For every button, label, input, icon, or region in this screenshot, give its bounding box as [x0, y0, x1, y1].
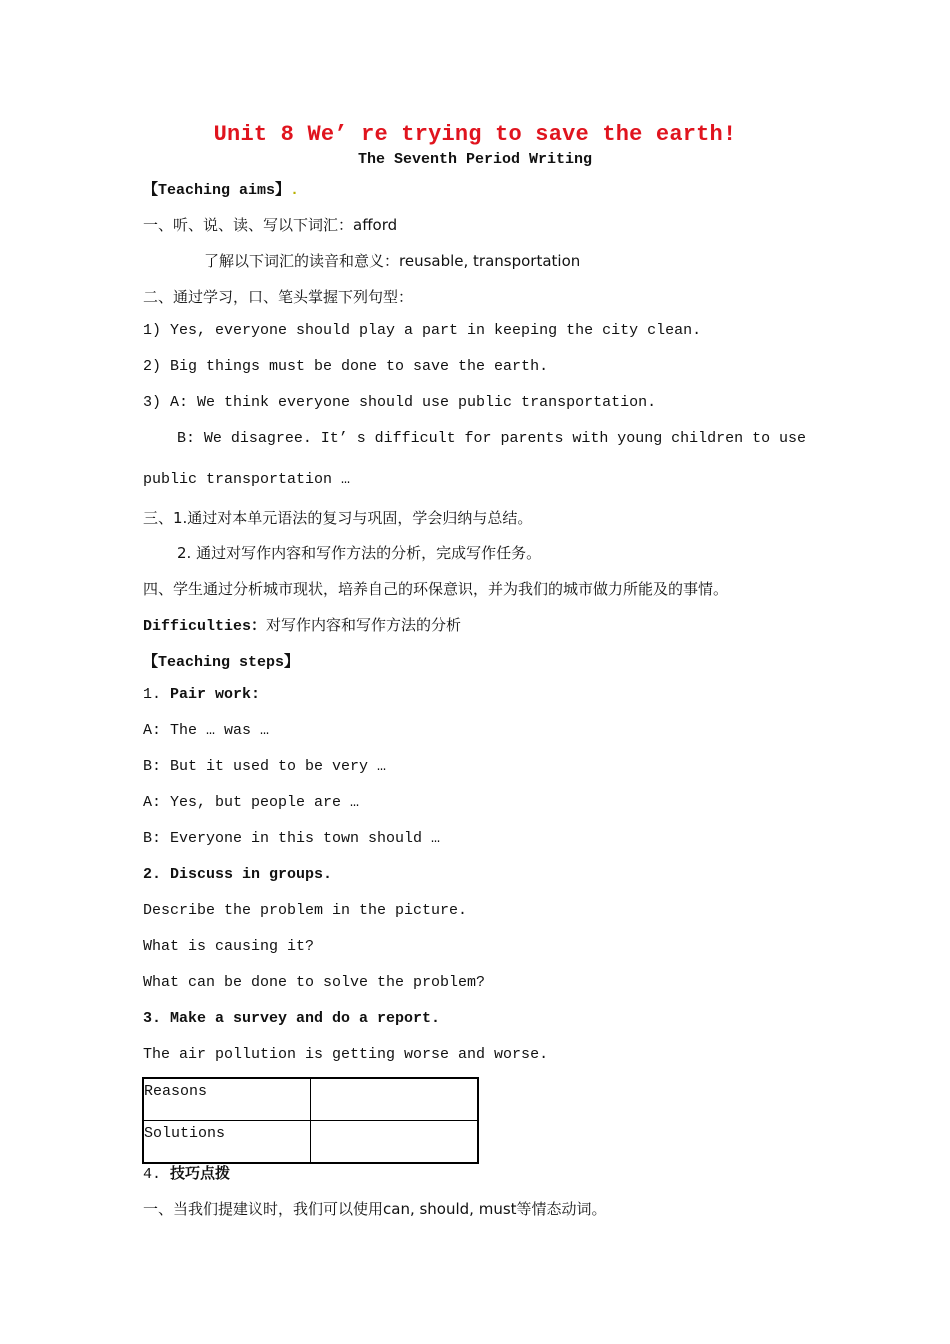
aim-item-3: 三、1.通过对本单元语法的复习与巩固，学会归纳与总结。	[143, 509, 533, 527]
aim-item-1b: 了解以下词汇的读音和意义：reusable, transportation	[204, 252, 581, 270]
word: for	[464, 430, 492, 447]
question-line: Describe the problem in the picture.	[143, 902, 468, 919]
word: young	[617, 430, 663, 447]
reasons-value-cell[interactable]	[311, 1078, 479, 1121]
survey-table	[142, 1077, 479, 1164]
document-subtitle: The Seventh Period Writing	[357, 151, 593, 168]
solutions-label-cell: Solutions	[143, 1121, 311, 1164]
word: disagree.	[230, 430, 312, 447]
difficulties-label: Difficulties：	[143, 618, 267, 635]
question-line: What can be done to solve the problem?	[143, 974, 486, 991]
aim-item-2: 二、通过学习，口、笔头掌握下列句型：	[143, 288, 414, 306]
dialogue-line: A: Yes, but people are …	[143, 794, 360, 811]
table-row	[143, 1078, 478, 1121]
step-1-title: Pair work:	[170, 686, 261, 703]
word: difficult	[374, 430, 456, 447]
word: parents	[500, 430, 564, 447]
dialogue-line: A: The … was …	[143, 722, 270, 739]
aim-item-4: 四、学生通过分析城市现状，培养自己的环保意识，并为我们的城市做力所能及的事情。	[143, 580, 729, 598]
question-line: What is causing it?	[143, 938, 315, 955]
dialogue-line: B: Everyone in this town should …	[143, 830, 441, 847]
table-row	[143, 1121, 478, 1164]
sentence-3b	[177, 430, 806, 447]
solutions-value-cell[interactable]	[311, 1121, 479, 1164]
pollution-statement: The air pollution is getting worse and worse.	[143, 1046, 549, 1063]
sentence-3: 3) A: We think everyone should use public transportation.	[143, 394, 657, 411]
step-4-number: 4.	[143, 1166, 162, 1183]
step-4-title: 技巧点拨	[170, 1164, 231, 1182]
aim-item-3b: 2. 通过对写作内容和写作方法的分析，完成写作任务。	[177, 544, 542, 562]
step-1-heading	[143, 686, 260, 703]
word: B:	[177, 430, 196, 447]
tip-line: 一、当我们提建议时，我们可以使用can, should, must等情态动词。	[143, 1200, 607, 1218]
aims-marker: .	[290, 182, 300, 199]
word: We	[203, 430, 222, 447]
word: It’ s	[320, 430, 366, 447]
sentence-1: 1) Yes, everyone should play a part in keeping the city clean.	[143, 322, 702, 339]
sentence-2: 2) Big things must be done to save the earth.	[143, 358, 549, 375]
teaching-aims-heading	[143, 178, 299, 199]
word: children	[671, 430, 744, 447]
teaching-steps-heading: 【Teaching steps】	[143, 654, 300, 671]
difficulties-line	[143, 614, 461, 635]
word: to	[752, 430, 771, 447]
difficulties-text: 对写作内容和写作方法的分析	[266, 616, 462, 634]
word: use	[778, 430, 806, 447]
step-2-heading: 2. Discuss in groups.	[143, 866, 333, 883]
step-3-heading: 3. Make a survey and do a report.	[143, 1010, 441, 1027]
step-1-number: 1.	[143, 686, 162, 703]
document-title: Unit 8 We’ re trying to save the earth!	[213, 122, 737, 147]
step-4-heading	[143, 1162, 230, 1183]
teaching-aims-label: 【Teaching aims】	[143, 182, 291, 199]
dialogue-line: B: But it used to be very …	[143, 758, 387, 775]
sentence-3c: public transportation …	[143, 471, 351, 488]
word: with	[572, 430, 609, 447]
reasons-label-cell: Reasons	[143, 1078, 311, 1121]
aim-item-1: 一、听、说、读、写以下词汇：afford	[143, 216, 398, 234]
